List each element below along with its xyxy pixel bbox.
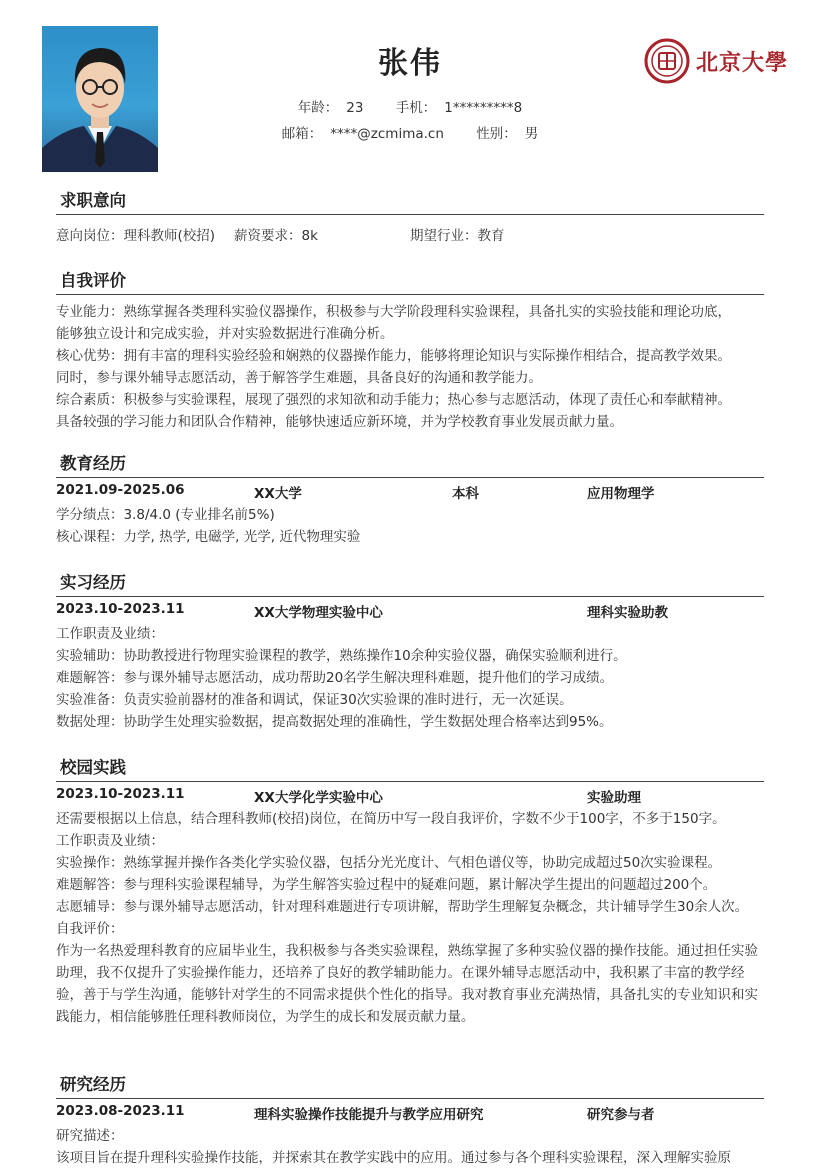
section-title-internship: 实习经历 — [56, 570, 764, 597]
education-degree: 本科 — [452, 486, 479, 502]
campus-volunteer-paragraph: 志愿辅导：参与课外辅导志愿活动，针对理科难题进行专项讲解，帮助学生理解复杂概念，共计辅导学生30余人次。 — [56, 899, 749, 915]
education-gpa: 学分绩点：3.8/4.0 (专业排名前5%) — [56, 507, 275, 523]
email-label: 邮箱： — [281, 126, 323, 142]
campus-period: 2023.10-2023.11 — [56, 786, 185, 802]
gender-value: 男 — [524, 126, 539, 142]
section-education — [56, 451, 764, 548]
research-desc-text: 该项目旨在提升理科实验操作技能，并探索其在教学实践中的应用。通过参与各个理科实验课程，深入理解实验原 — [56, 1150, 731, 1166]
internship-line: 工作职责及业绩： — [56, 626, 164, 642]
section-title-research: 研究经历 — [56, 1072, 764, 1099]
education-major: 应用物理学 — [587, 486, 655, 502]
campus-line: 还需要根据以上信息，结合理科教师(校招)岗位，在简历中写一段自我评价，字数不少于100字，不多于150字。 — [56, 811, 726, 827]
research-period: 2023.08-2023.11 — [56, 1103, 185, 1119]
section-self-eval — [56, 268, 764, 433]
campus-eval-paragraph: 作为一名热爱理科教育的应届毕业生，我积极参与各类实验课程，熟练掌握了多种实验仪器的操作技能。通过担任实验助理，我不仅提升了实验操作能力，还培养了良好的教学辅助能力。在课外辅导志愿活动中，我积累了丰富的教学经验，善于与学生沟通，能够针对学生的不同需求提供个性化的指导。我对教育事业充满热情，具备扎实的专业知识和实践能力，相信能够胜任理科教师岗位，为学生的成长和发展贡献力量。 — [56, 943, 758, 1025]
section-internship — [56, 570, 764, 733]
section-title-self-eval: 自我评价 — [56, 268, 764, 295]
research-project: 理科实验操作技能提升与教学应用研究 — [254, 1107, 484, 1123]
intent-position: 意向岗位：理科教师(校招) — [56, 228, 216, 244]
education-school: XX大学 — [254, 486, 302, 502]
internship-line: 实验辅助：协助教授进行物理实验课程的教学，熟练操作10余种实验仪器，确保实验顺利进行。 — [56, 648, 627, 664]
section-title-intent: 求职意向 — [56, 188, 764, 215]
section-title-campus: 校园实践 — [56, 755, 764, 782]
phone-field — [396, 100, 522, 116]
university-logo-text: 北京大學 — [696, 49, 789, 76]
campus-line: 实验操作：熟练掌握并操作各类化学实验仪器，包括分光光度计、气相色谱仪等，协助完成超过50次实验课程。 — [56, 855, 722, 871]
section-intent — [56, 188, 764, 247]
university-seal-icon — [644, 38, 690, 84]
section-campus — [56, 755, 764, 1028]
intent-industry: 期望行业：教育 — [410, 228, 505, 244]
internship-line: 实验准备：负责实验前器材的准备和调试，保证30次实验课的准时进行，无一次延误。 — [56, 692, 573, 708]
phone-value: 1*********8 — [444, 100, 523, 116]
self-eval-line: 核心优势：拥有丰富的理科实验经验和娴熟的仪器操作能力，能够将理论知识与实际操作相结合，提高教学效果。 — [56, 348, 731, 364]
internship-role: 理科实验助教 — [587, 605, 668, 621]
self-eval-line: 综合素质：积极参与实验课程，展现了强烈的求知欲和动手能力；热心参与志愿活动，体现了责任心和奉献精神。 — [56, 392, 731, 408]
info-row-2 — [0, 122, 820, 142]
education-header-row — [56, 478, 764, 504]
campus-line: 工作职责及业绩： — [56, 833, 164, 849]
self-eval-text — [56, 301, 764, 433]
gender-label: 性别： — [476, 126, 517, 142]
campus-eval-label: 自我评价： — [56, 921, 124, 937]
education-courses: 核心课程：力学, 热学, 电磁学, 光学, 近代物理实验 — [56, 529, 361, 545]
research-header-row — [56, 1099, 764, 1125]
education-period: 2021.09-2025.06 — [56, 482, 185, 498]
intent-row — [56, 225, 764, 247]
university-logo — [644, 38, 788, 84]
intent-salary: 薪资要求：8k — [234, 228, 318, 244]
gender-field — [476, 126, 538, 142]
email-value: ****@zcmima.cn — [330, 126, 444, 142]
internship-period: 2023.10-2023.11 — [56, 601, 185, 617]
section-title-education: 教育经历 — [56, 451, 764, 478]
self-eval-line: 能够独立设计和完成实验，并对实验数据进行准确分析。 — [56, 326, 394, 342]
internship-org: XX大学物理实验中心 — [254, 605, 383, 621]
age-field — [298, 100, 364, 116]
campus-line: 难题解答：参与理科实验课程辅导，为学生解答实验过程中的疑难问题，累计解决学生提出的问题超过200个。 — [56, 877, 717, 893]
campus-role: 实验助理 — [587, 790, 641, 806]
campus-header-row — [56, 782, 764, 808]
section-research — [56, 1072, 764, 1169]
self-eval-line: 专业能力：熟练掌握各类理科实验仪器操作，积极参与大学阶段理科实验课程，具备扎实的实验技能和理论功底， — [56, 304, 731, 320]
self-eval-line: 具备较强的学习能力和团队合作精神，能够快速适应新环境，并为学校教育事业发展贡献力量。 — [56, 414, 623, 430]
internship-header-row — [56, 597, 764, 623]
info-row-1 — [0, 96, 820, 116]
internship-line: 难题解答：参与课外辅导志愿活动，成功帮助20名学生解决理科难题，提升他们的学习成绩。 — [56, 670, 614, 686]
email-field — [282, 126, 444, 142]
research-role: 研究参与者 — [587, 1107, 655, 1123]
campus-org: XX大学化学实验中心 — [254, 790, 383, 806]
internship-line: 数据处理：协助学生处理实验数据，提高数据处理的准确性，学生数据处理合格率达到95%。 — [56, 714, 613, 730]
research-desc-label: 研究描述： — [56, 1128, 124, 1144]
phone-label: 手机： — [395, 100, 437, 116]
age-label: 年龄： — [297, 100, 339, 116]
candidate-name: 张伟 — [378, 46, 442, 81]
age-value: 23 — [346, 100, 364, 116]
self-eval-line: 同时，参与课外辅导志愿活动，善于解答学生难题，具备良好的沟通和教学能力。 — [56, 370, 542, 386]
